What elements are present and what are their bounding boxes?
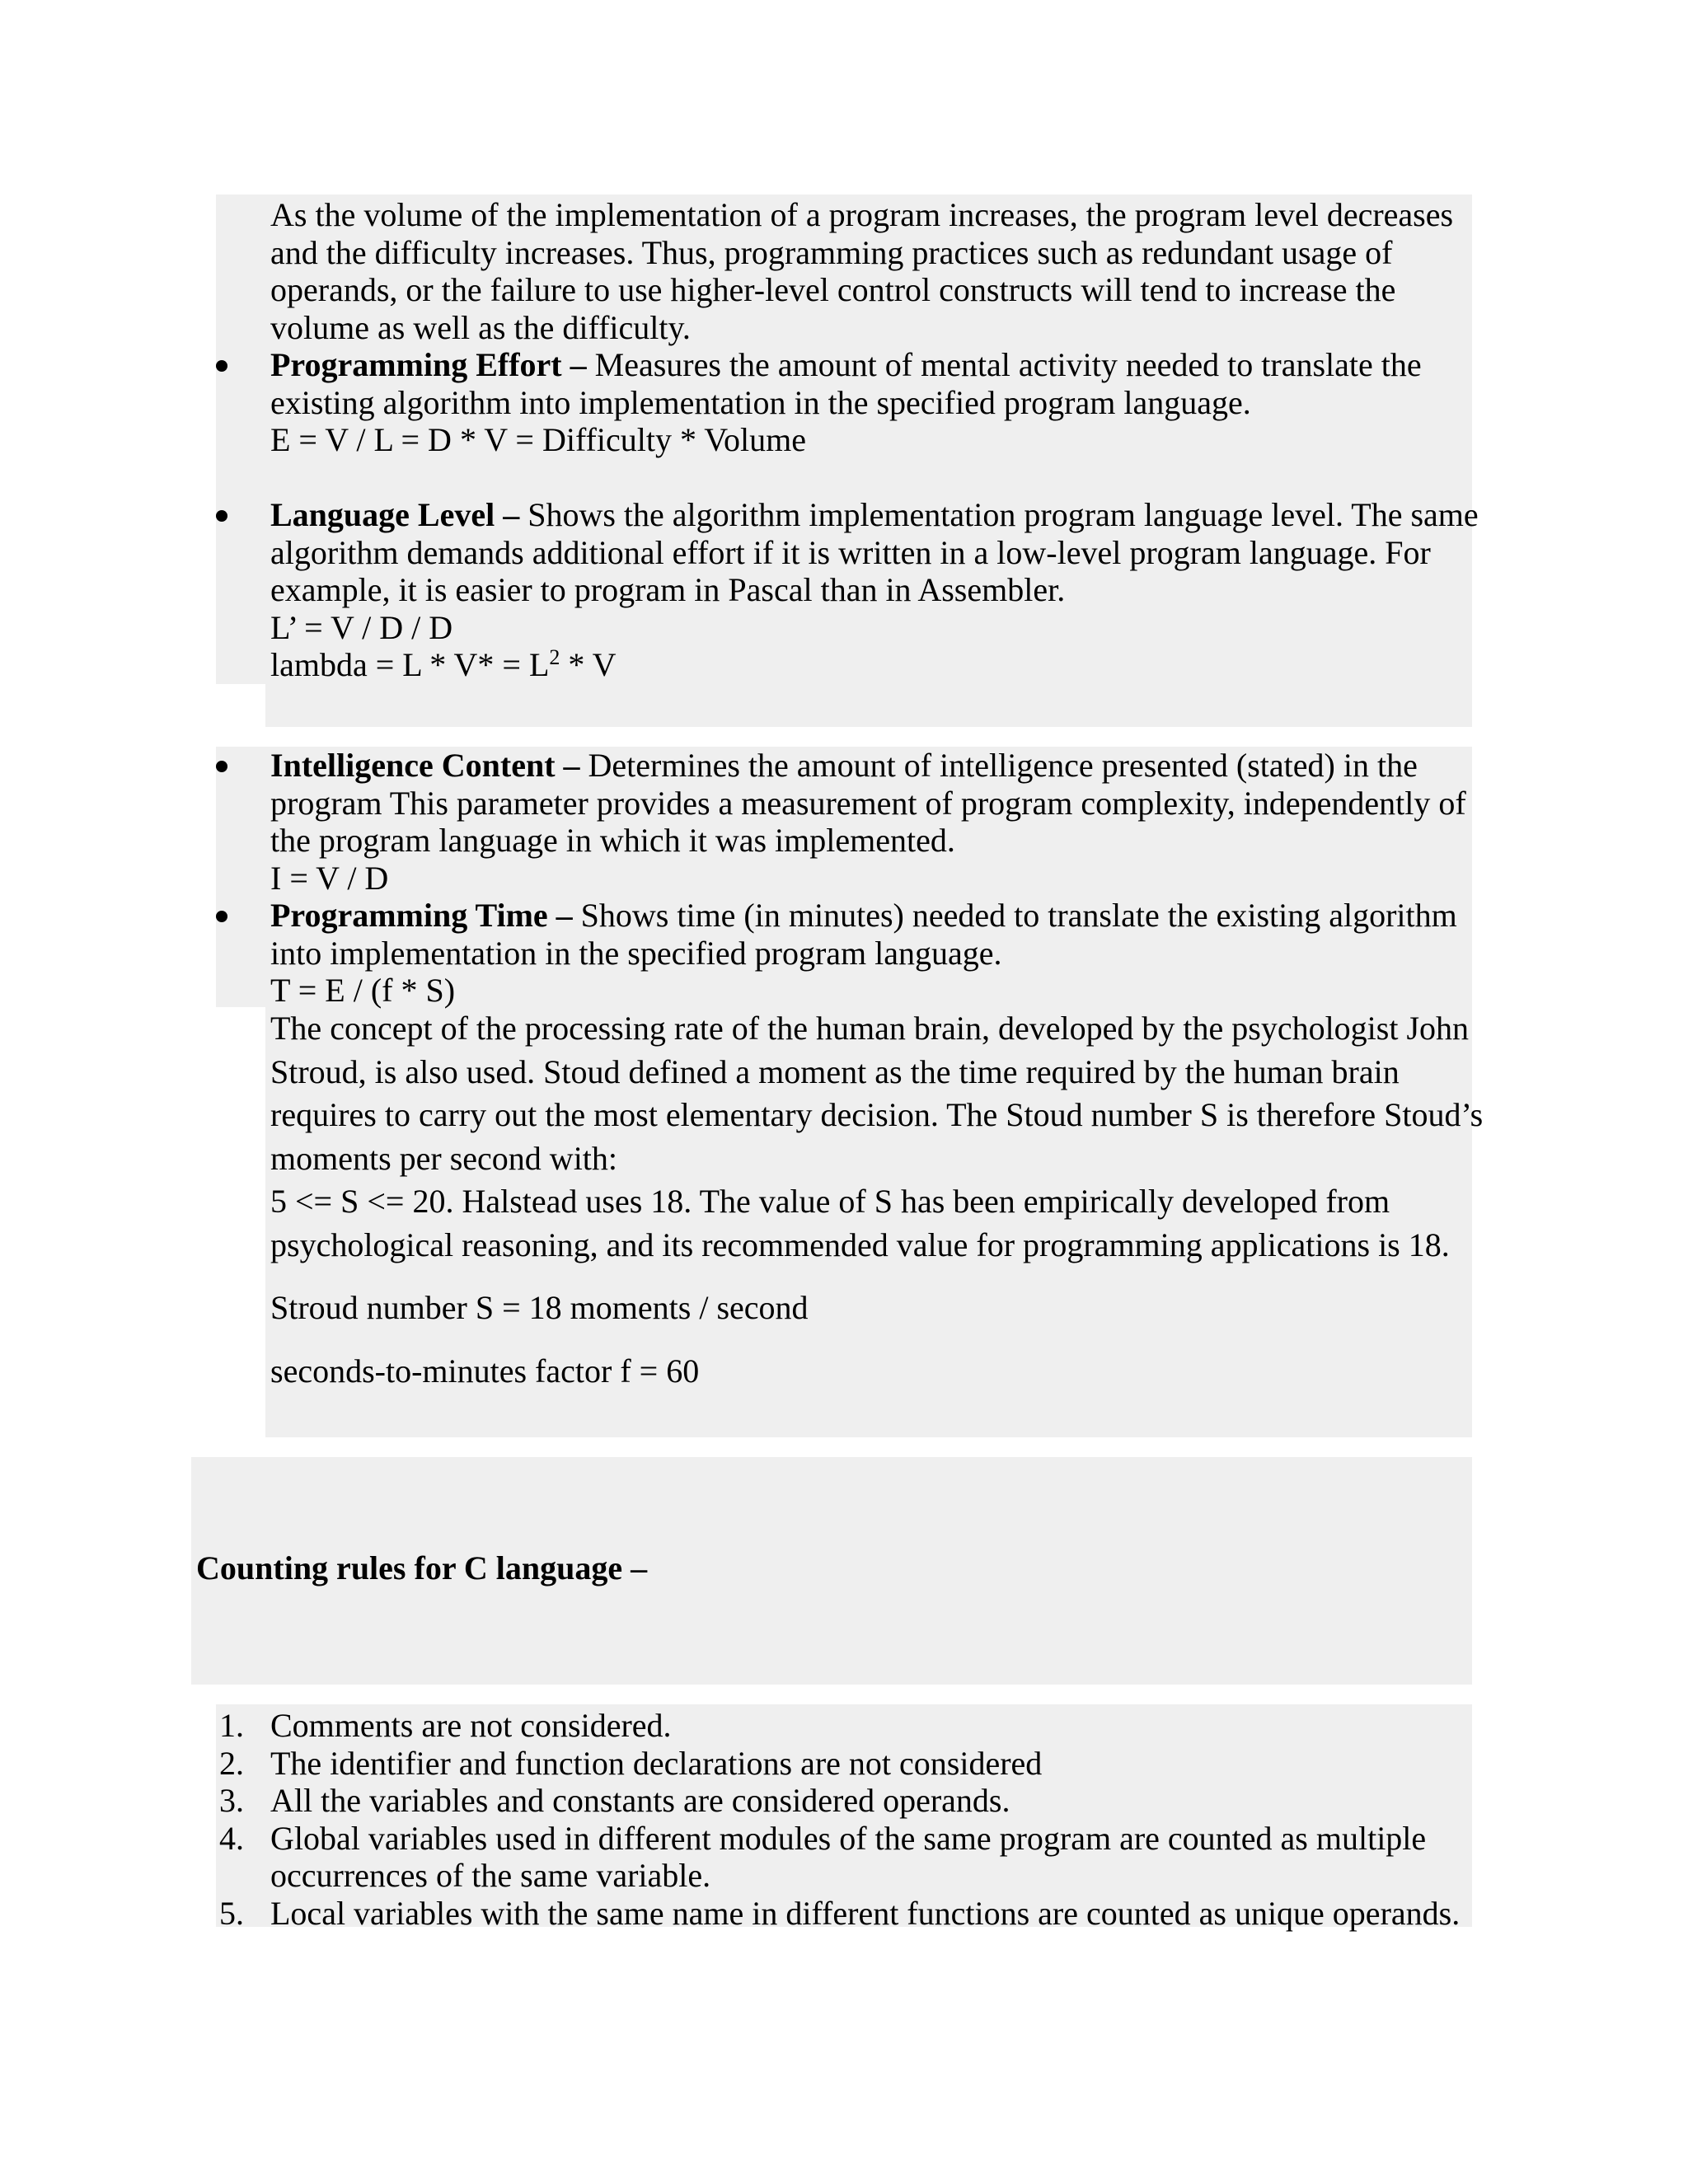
programming-effort-term: Programming Effort – (270, 346, 587, 383)
paragraph-line: The concept of the processing rate of the human brain, developed by the psychologist John (270, 1010, 1470, 1047)
language-level-formula: L’ = V / D / D (270, 609, 453, 646)
intelligence-content-text: Determines the amount of intelligence presented (stated) in the (579, 747, 1418, 784)
section-heading: Counting rules for C language – (196, 1549, 648, 1586)
list-item: The identifier and function declarations are not considered (270, 1745, 1043, 1782)
paragraph-line: 5 <= S <= 20. Halstead uses 18. The value of S has been empirically developed from (270, 1183, 1390, 1220)
intelligence-content-term: Intelligence Content – (270, 747, 580, 784)
list-item-continuation: occurrences of the same variable. (270, 1857, 711, 1894)
bullet-icon (216, 360, 227, 372)
list-item: Comments are not considered. (270, 1707, 672, 1744)
paragraph-line: into implementation in the specified program language. (270, 935, 1002, 972)
list-item: Local variables with the same name in different functions are counted as unique operands. (270, 1895, 1461, 1932)
list-number: 3. (219, 1782, 244, 1819)
list-item: All the variables and constants are considered operands. (270, 1782, 1010, 1819)
stroud-number: Stroud number S = 18 moments / second (270, 1289, 809, 1326)
programming-time-item (270, 897, 1457, 935)
language-level-text: Shows the algorithm implementation program language level. The same (519, 496, 1479, 533)
programming-time-text: Shows time (in minutes) needed to translate the existing algorithm (572, 897, 1457, 934)
list-number: 4. (219, 1820, 244, 1857)
paragraph-line: requires to carry out the most elementary decision. The Stoud number S is therefore Stoud’s (270, 1096, 1484, 1133)
minutes-factor: seconds-to-minutes factor f = 60 (270, 1352, 700, 1390)
paragraph-line: the program language in which it was implemented. (270, 822, 955, 859)
shaded-block-1-tail (265, 681, 1472, 727)
lambda-formula-superscript: 2 (549, 645, 560, 669)
list-number: 5. (219, 1895, 244, 1932)
language-level-term: Language Level – (270, 496, 520, 533)
time-formula: T = E / (f * S) (270, 972, 456, 1009)
intelligence-content-item (270, 747, 1418, 785)
paragraph-line: volume as well as the difficulty. (270, 309, 691, 346)
paragraph-line: and the difficulty increases. Thus, programming practices such as redundant usage of (270, 234, 1393, 271)
lambda-formula-prefix: lambda = L * V* = L (270, 646, 550, 683)
paragraph-line: program This parameter provides a measurement of program complexity, independently of (270, 785, 1466, 822)
programming-effort-item (270, 346, 1422, 384)
language-level-item (270, 496, 1479, 534)
programming-effort-text: Measures the amount of mental activity needed to translate the (586, 346, 1422, 383)
effort-formula: E = V / L = D * V = Difficulty * Volume (270, 421, 806, 458)
list-item: Global variables used in different modules of the same program are counted as multiple (270, 1820, 1427, 1857)
bullet-icon (216, 761, 227, 772)
lambda-formula (270, 646, 617, 684)
paragraph-line: existing algorithm into implementation in the specified program language. (270, 384, 1251, 421)
paragraph-line: operands, or the failure to use higher-level control constructs will tend to increase the (270, 271, 1396, 308)
programming-time-term: Programming Time – (270, 897, 573, 934)
lambda-formula-suffix: * V (560, 646, 617, 683)
paragraph-line: example, it is easier to program in Pascal than in Assembler. (270, 571, 1066, 608)
paragraph-line: psychological reasoning, and its recommended value for programming applications is 18. (270, 1226, 1450, 1263)
paragraph-line: As the volume of the implementation of a program increases, the program level decreases (270, 196, 1454, 233)
bullet-icon (216, 911, 227, 922)
paragraph-line: moments per second with: (270, 1140, 618, 1177)
bullet-icon (216, 510, 227, 522)
list-number: 2. (219, 1745, 244, 1782)
paragraph-line: algorithm demands additional effort if it is written in a low-level program language. For (270, 534, 1431, 571)
list-number: 1. (219, 1707, 244, 1744)
paragraph-line: Stroud, is also used. Stoud defined a moment as the time required by the human brain (270, 1053, 1400, 1090)
intelligence-formula: I = V / D (270, 860, 389, 897)
